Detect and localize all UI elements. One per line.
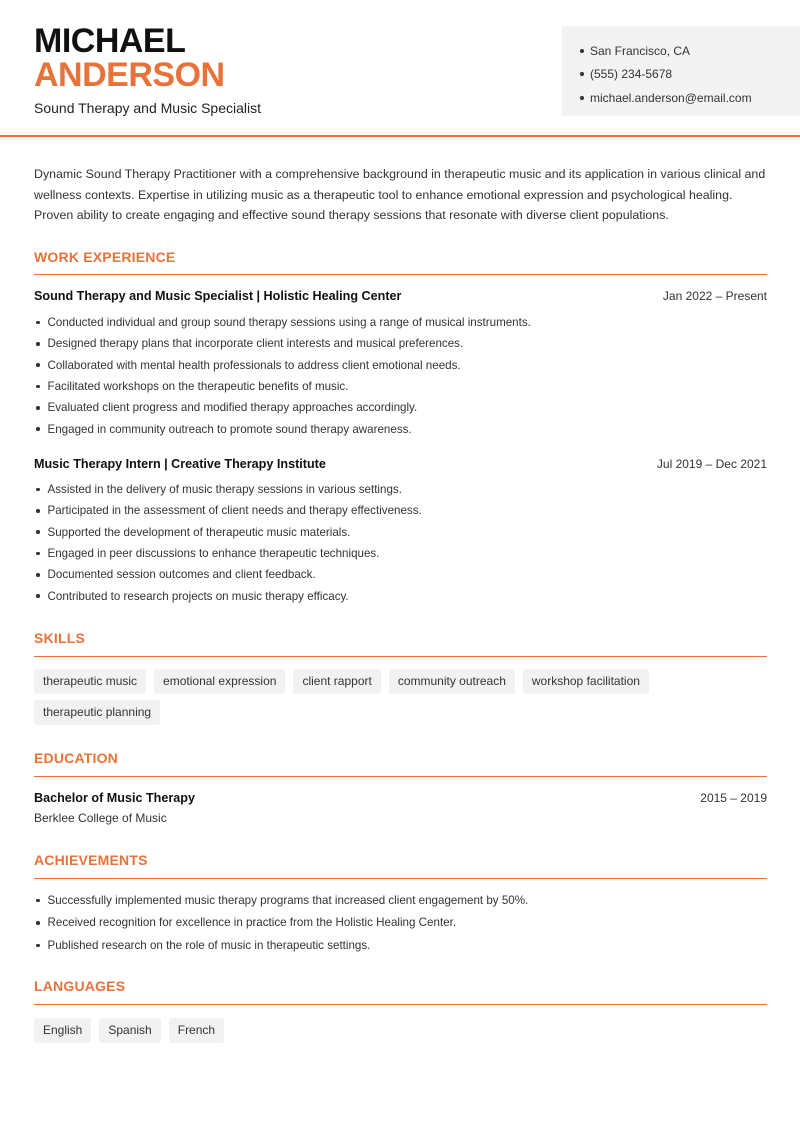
list-item: Contributed to research projects on music therapy efficacy.: [34, 585, 767, 606]
list-item: Engaged in peer discussions to enhance therapeutic techniques.: [34, 543, 767, 564]
contact-location: San Francisco, CA: [580, 39, 800, 63]
list-item: Supported the development of therapeutic music materials.: [34, 522, 767, 543]
language-tags: [34, 1018, 767, 1049]
skill-tag: emotional expression: [154, 669, 285, 694]
job-header: [34, 289, 767, 303]
bullet-icon: [36, 427, 40, 431]
list-item: Documented session outcomes and client feedback.: [34, 564, 767, 585]
section-title-education: EDUCATION: [34, 750, 118, 766]
candidate-name: [34, 24, 225, 92]
achievement-bullets: [34, 889, 767, 957]
contact-email[interactable]: michael.anderson@email.com: [580, 86, 800, 110]
list-item: Received recognition for excellence in practice from the Holistic Healing Center.: [34, 912, 767, 935]
bullet-icon: [580, 72, 584, 76]
bullet-icon: [36, 363, 40, 367]
skill-tag: therapeutic planning: [34, 700, 160, 725]
language-tag: French: [169, 1018, 224, 1043]
job-date: Jul 2019 – Dec 2021: [656, 457, 767, 471]
section-divider: [34, 1004, 767, 1005]
bullet-icon: [36, 921, 40, 925]
list-item: Engaged in community outreach to promote sound therapy awareness.: [34, 418, 767, 439]
skill-tag: therapeutic music: [34, 669, 146, 694]
section-title-achievements: ACHIEVEMENTS: [34, 852, 148, 868]
job-role: Music Therapy Intern | Creative Therapy Institute: [34, 457, 326, 471]
job-bullets: [34, 312, 767, 440]
first-name: MICHAEL: [34, 22, 186, 60]
skills-tags: [34, 669, 767, 731]
job-header: [34, 457, 767, 471]
list-item: Facilitated workshops on the therapeutic benefits of music.: [34, 376, 767, 397]
list-item: Collaborated with mental health professionals to address client emotional needs.: [34, 355, 767, 376]
language-tag: English: [34, 1018, 91, 1043]
bullet-icon: [36, 944, 40, 948]
skill-tag: workshop facilitation: [523, 669, 649, 694]
list-item: Evaluated client progress and modified therapy approaches accordingly.: [34, 397, 767, 418]
resume-header: [0, 0, 800, 137]
bullet-icon: [36, 342, 40, 346]
bullet-icon: [36, 594, 40, 598]
bullet-icon: [36, 321, 40, 325]
job-title: Sound Therapy and Music Specialist: [34, 100, 261, 116]
job-role: Sound Therapy and Music Specialist | Holistic Healing Center: [34, 289, 402, 303]
last-name: ANDERSON: [34, 56, 225, 94]
school-name: Berklee College of Music: [34, 811, 167, 825]
section-title-languages: LANGUAGES: [34, 978, 126, 994]
degree: Bachelor of Music Therapy: [34, 791, 195, 805]
bullet-icon: [580, 96, 584, 100]
section-divider: [34, 656, 767, 657]
bullet-icon: [36, 573, 40, 577]
education-date: 2015 – 2019: [700, 791, 767, 805]
bullet-icon: [36, 530, 40, 534]
list-item: Successfully implemented music therapy programs that increased client engagement by 50%.: [34, 889, 767, 912]
section-title-work: WORK EXPERIENCE: [34, 249, 176, 265]
list-item: Assisted in the delivery of music therapy sessions in various settings.: [34, 479, 767, 500]
list-item: Conducted individual and group sound therapy sessions using a range of musical instruments.: [34, 312, 767, 333]
job-date: Jan 2022 – Present: [662, 289, 767, 303]
section-divider: [34, 776, 767, 777]
section-divider: [34, 878, 767, 879]
list-item: Participated in the assessment of client needs and therapy effectiveness.: [34, 500, 767, 521]
bullet-icon: [36, 385, 40, 389]
job-bullets: [34, 479, 767, 607]
list-item: Designed therapy plans that incorporate client interests and musical preferences.: [34, 333, 767, 354]
contact-box: [562, 26, 800, 116]
language-tag: Spanish: [99, 1018, 160, 1043]
section-divider: [34, 274, 767, 275]
bullet-icon: [36, 488, 40, 492]
section-title-skills: SKILLS: [34, 630, 85, 646]
education-header: [34, 791, 767, 805]
contact-phone: (555) 234-5678: [580, 63, 800, 87]
summary: Dynamic Sound Therapy Practitioner with a comprehensive background in therapeutic music and its application in various clinical and wellness contexts. Expertise in utilizing music as a therapeutic tool to enhance emotional expression and psychological healing. Proven ability to create engaging and effective sound therapy sessions that resonate with diverse client populations.: [34, 167, 766, 222]
bullet-icon: [36, 406, 40, 410]
bullet-icon: [580, 49, 584, 53]
list-item: Published research on the role of music in therapeutic settings.: [34, 934, 767, 957]
bullet-icon: [36, 899, 40, 903]
bullet-icon: [36, 509, 40, 513]
bullet-icon: [36, 552, 40, 556]
skill-tag: community outreach: [389, 669, 515, 694]
skill-tag: client rapport: [293, 669, 380, 694]
